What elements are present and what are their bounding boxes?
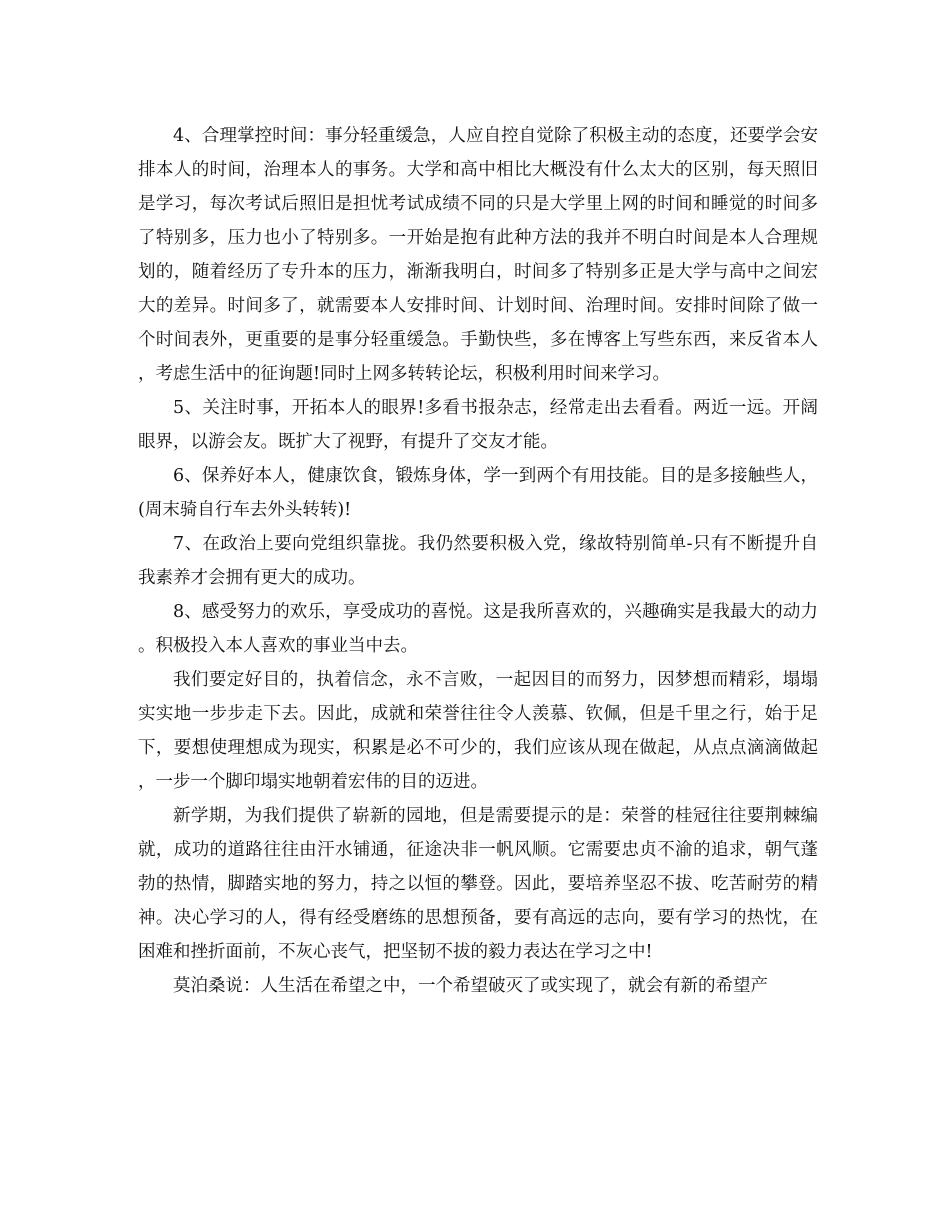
paragraph-item-4-time-management: 4、合理掌控时间：事分轻重缓急，人应自控自觉除了积极主动的态度，还要学会安排本人的时间，治理本人的事务。大学和高中相比大概没有什么太大的区别，每天照旧是学习，每次考试后照旧是担忧考试成绩不同的只是大学里上网的时间和睡觉的时间多了特别多，压力也小了特别多。一开始是抱有此种方法的我并不明白时间是本人合理规划的，随着经历了专升本的压力，渐渐我明白，时间多了特别多正是大学与高中之间宏大的差异。时间多了，就需要本人安排时间、计划时间、治理时间。安排时间除了做一个时间表外，更重要的是事分轻重缓急。手勤快些，多在博客上写些东西，来反省本人，考虑生活中的征询题!同时上网多转转论坛，积极利用时间来学习。: [138, 126, 818, 384]
paragraph-item-5-current-affairs: 5、关注时事，开拓本人的眼界!多看书报杂志，经常走出去看看。两近一远。开阔眼界，以游会友。既扩大了视野，有提升了交友才能。: [138, 398, 818, 452]
paragraph-item-8-effort: 8、感受努力的欢乐，享受成功的喜悦。这是我所喜欢的，兴趣确实是我最大的动力。积极投入本人喜欢的事业当中去。: [138, 602, 818, 656]
paragraph-item-7-politics: 7、在政治上要向党组织靠拢。我仍然要积极入党，缘故特别简单-只有不断提升自我素养才会拥有更大的成功。: [138, 534, 818, 588]
paragraph-new-semester: 新学期，为我们提供了崭新的园地，但是需要提示的是：荣誉的桂冠往往要荆棘编就，成功的道路往往由汗水铺通，征途决非一帆风顺。它需要忠贞不渝的追求，朝气蓬勃的热情，脚踏实地的努力，持之以恒的攀登。因此，要培养坚忍不拔、吃苦耐劳的精神。决心学习的人，得有经受磨练的思想预备，要有高远的志向，要有学习的热忱，在困难和挫折面前，不灰心丧气，把坚韧不拔的毅力表达在学习之中!: [138, 806, 818, 962]
document-page: [138, 0, 818, 1214]
paragraph-maupassant-quote: 莫泊桑说：人生活在希望之中，一个希望破灭了或实现了，就会有新的希望产: [173, 976, 768, 996]
paragraph-item-6-health: 6、保养好本人，健康饮食，锻炼身体，学一到两个有用技能。目的是多接触些人，(周末骑自行车去外头转转)!: [138, 466, 818, 520]
paragraph-goals: 我们要定好目的，执着信念，永不言败，一起因目的而努力，因梦想而精彩，塌塌实实地一步步走下去。因此，成就和荣誉往往令人羡慕、钦佩，但是千里之行，始于足下，要想使理想成为现实，积累是必不可少的，我们应该从现在做起，从点点滴滴做起，一步一个脚印塌实地朝着宏伟的目的迈进。: [138, 670, 818, 792]
